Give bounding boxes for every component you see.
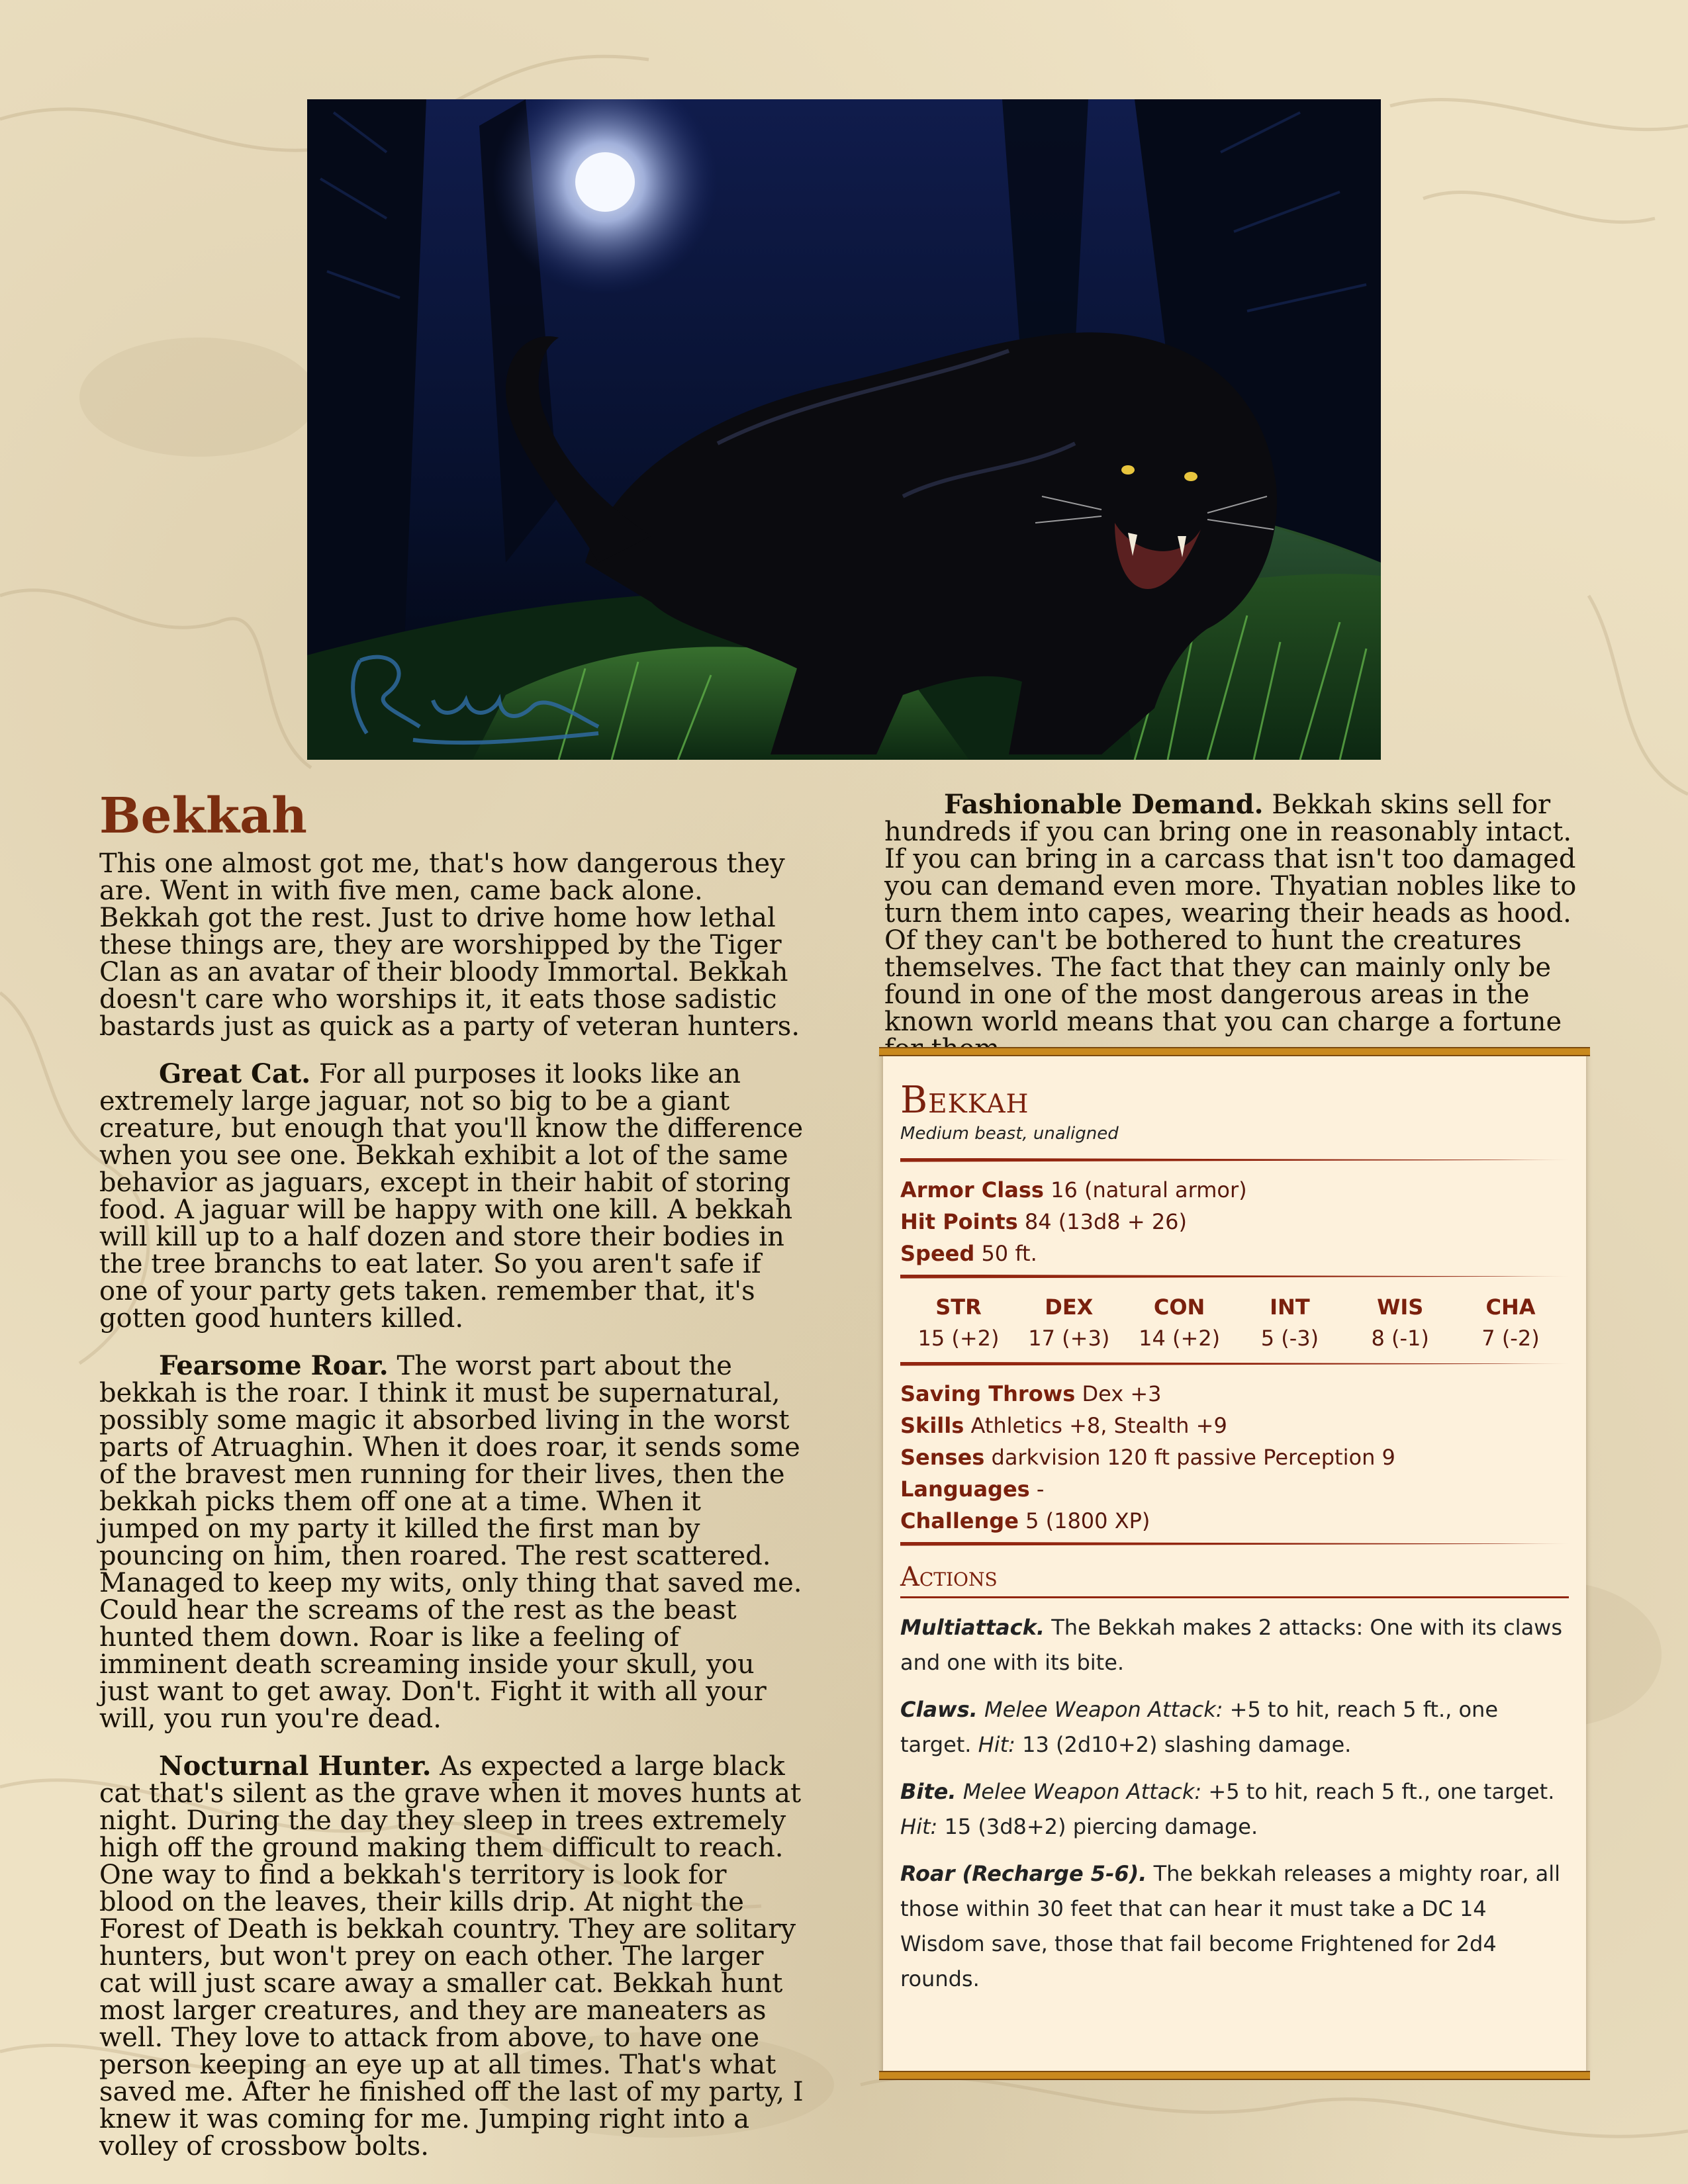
- left-column: [99, 788, 808, 2180]
- section-heading: Great Cat.: [159, 1058, 311, 1089]
- section-text: The worst part about the bekkah is the roar. I think it must be supernatural, possibly some magic it absorbed living in the worst parts of Atruaghin. When it does roar, it sends some of the bravest men running for their lives, then the bekkah picks them off one at a time. When it jumped on my party it killed the first man by pouncing on him, then roared. The rest scattered. Managed to keep my wits, only thing that saved me. Could hear the screams of the rest as the beast hunted them down. Roar is like a feeling of imminent death screaming inside your skull, you just want to get away. Don't. Fight it with all your will, you run you're dead.: [99, 1350, 802, 1734]
- action-bite: Bite. Melee Weapon Attack: +5 to hit, reach 5 ft., one target. Hit: 15 (3d8+2) piercing damage.: [900, 1778, 1555, 1839]
- creature-name: Bekkah: [900, 1079, 1029, 1122]
- action-claws: Claws. Melee Weapon Attack: +5 to hit, reach 5 ft., one target. Hit: 13 (2d10+2) slashing damage.: [900, 1696, 1499, 1757]
- section-fashionable-demand: [884, 791, 1586, 1063]
- divider: [900, 1542, 1569, 1546]
- section-text: For all purposes it looks like an extremely large jaguar, not so big to be a giant creature, but enough that you'll know the difference when you see one. Bekkah exhibit a lot of the same behavior as jaguars, except in their habit of storing food. A jaguar will be happy with one kill. A bekkah will kill up to a half dozen and store their bodies in the tree branchs to eat later. So you aren't safe if one of your party gets taken. remember that, it's gotten good hunters killed.: [99, 1058, 804, 1334]
- section-fearsome-roar: [99, 1349, 808, 1734]
- actions-heading: Actions: [900, 1562, 1569, 1598]
- stat-block-top-bar: [879, 1047, 1590, 1056]
- section-heading: Fearsome Roar.: [159, 1349, 389, 1381]
- action-roar: Roar (Recharge 5-6). The bekkah releases a mighty roar, all those within 30 feet that can hear it must take a DC 14 Wisdom save, those that fail become Frightened for 2d4 rounds.: [900, 1860, 1560, 1991]
- divider: [900, 1158, 1569, 1162]
- section-text: As expected a large black cat that's silent as the grave when it moves hunts at night. During the day they sleep in trees extremely high off the ground making them difficult to reach. One way to find a bekkah's territory is look for blood on the leaves, their kills drip. At night the Forest of Death is bekkah country. They are solitary hunters, but won't prey on each other. The larger cat will just scare away a smaller cat. Bekkah hunt most larger creatures, and they are maneaters as well. They love to attack from above, to have one person keeping an eye up at all times. That's what saved me. After he finished off the last of my party, I knew it was coming for me. Jumping right into a volley of crossbow bolts.: [99, 1751, 804, 2161]
- stat-block-bottom-bar: [879, 2071, 1590, 2080]
- ability-dex: DEX 17 (+3): [1028, 1294, 1110, 1351]
- section-nocturnal-hunter: [99, 1752, 808, 2160]
- senses: Senses darkvision 120 ft passive Perception 9: [900, 1444, 1395, 1470]
- skills: Skills Athletics +8, Stealth +9: [900, 1412, 1227, 1438]
- ability-str: STR 15 (+2): [917, 1294, 1000, 1351]
- section-heading: Nocturnal Hunter.: [159, 1750, 432, 1782]
- panther-illustration: [307, 99, 1381, 760]
- ability-con: CON 14 (+2): [1139, 1294, 1221, 1351]
- divider: [900, 1275, 1569, 1279]
- section-text: Bekkah skins sell for hundreds if you can bring one in reasonably intact. If you can bring in a carcass that isn't too damaged you can demand even more. Thyatian nobles like to turn them into capes, wearing their heads as hood. Of they can't be bothered to hunt the creatures themselves. The fact that they can mainly only be found in one of the most dangerous areas in the known world means that you can charge a fortune: [884, 790, 1577, 1037]
- intro-paragraph: This one almost got me, that's how dangerous they are. Went in with five men, came back alone. Bekkah got the rest. Just to drive home how lethal these things are, they are worshipped by the Tiger Clan as an avatar of their bloody Immortal. Bekkah doesn't care who worships it, it eats those sadistic bastards just as quick as a party of veteran hunters.: [99, 848, 800, 1042]
- saving-throws: Saving Throws Dex +3: [900, 1381, 1162, 1406]
- action-multiattack: Multiattack. The Bekkah makes 2 attacks: One with its claws and one with its bite.: [900, 1614, 1563, 1675]
- ability-scores: [906, 1291, 1564, 1353]
- divider: [900, 1362, 1569, 1366]
- section-great-cat: [99, 1060, 808, 1332]
- artist-signature: [334, 641, 612, 747]
- ability-cha: CHA 7 (-2): [1481, 1294, 1540, 1351]
- ability-wis: WIS 8 (-1): [1371, 1294, 1429, 1351]
- hit-points: Hit Points 84 (13d8 + 26): [900, 1208, 1188, 1234]
- stat-block: [883, 1052, 1586, 2075]
- speed: Speed 50 ft.: [900, 1240, 1037, 1266]
- ability-int: INT 5 (-3): [1260, 1294, 1319, 1351]
- right-column: [884, 791, 1586, 1076]
- challenge: Challenge 5 (1800 XP): [900, 1508, 1150, 1533]
- page-title: Bekkah: [99, 788, 307, 844]
- languages: Languages -: [900, 1476, 1045, 1502]
- creature-type: Medium beast, unaligned: [900, 1123, 1119, 1144]
- armor-class: Armor Class 16 (natural armor): [900, 1177, 1247, 1203]
- section-heading: Fashionable Demand.: [944, 789, 1264, 820]
